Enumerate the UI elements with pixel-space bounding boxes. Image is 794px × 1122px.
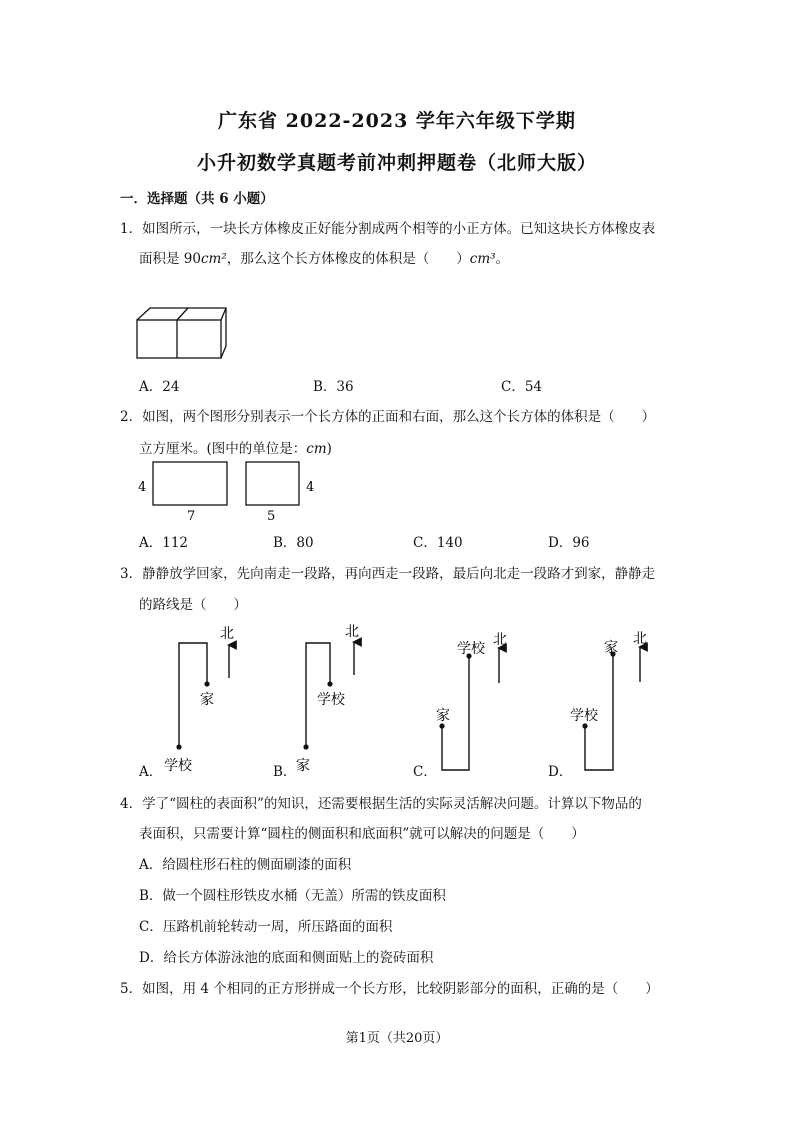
q4-option-b[interactable]: B．做一个圆柱形铁皮水桶（无盖）所需的铁皮面积 <box>139 888 446 904</box>
q5-text-line1: 5．如图，用 4 个相同的正方形拼成一个长方形，比较阴影部分的面积，正确的是（ ） <box>120 981 659 997</box>
q1-option-c[interactable]: C．54 <box>501 379 543 395</box>
home-dot-b <box>303 744 308 749</box>
q3-text-line1: 3．静静放学回家，先向南走一段路，再向西走一段路，最后向北走一段路才到家，静静走 <box>120 566 656 582</box>
school-dot-b <box>327 681 332 686</box>
cuboid-front-face <box>137 320 221 358</box>
north-label-a: 北 <box>220 626 234 642</box>
front-height-label: 4 <box>138 480 147 495</box>
home-label-c: 家 <box>436 708 450 724</box>
home-label-d: 家 <box>604 640 618 656</box>
q3-option-b[interactable]: B． <box>273 764 297 780</box>
q4-text-line1: 4．学了“圆柱的表面积”的知识，还需要根据生活的实际灵活解决问题。计算以下物品的 <box>120 796 642 812</box>
q2-text-line1: 2．如图，两个图形分别表示一个长方体的正面和右面，那么这个长方体的体积是（ ） <box>120 409 656 425</box>
page-footer: 第1页（共20页） <box>345 1031 449 1046</box>
q1-text-line2: 面积是 90cm²，那么这个长方体橡皮的体积是（ ）cm³。 <box>139 251 510 267</box>
q2-faces-figure <box>130 458 330 526</box>
q4-option-c[interactable]: C．压路机前轮转动一周，所压路面的面积 <box>139 919 393 935</box>
right-face-rect <box>246 462 299 505</box>
right-width-label: 5 <box>267 509 276 524</box>
right-height-label: 4 <box>306 480 315 495</box>
q2-option-d[interactable]: D．96 <box>548 535 590 551</box>
cuboid-divider-top <box>177 308 188 320</box>
q2-option-a[interactable]: A．112 <box>139 535 189 551</box>
q2-text-line2: 立方厘米。(图中的单位是：cm) <box>139 441 332 457</box>
north-label-d: 北 <box>633 631 647 647</box>
q4-option-a[interactable]: A．给圆柱形石柱的侧面刷漆的面积 <box>139 857 352 873</box>
q1-text-line1: 1．如图所示，一块长方体橡皮正好能分割成两个相等的小正方体。已知这块长方体橡皮表 <box>120 221 656 237</box>
document-subtitle: 小升初数学真题考前冲刺押题卷（北师大版） <box>196 152 597 174</box>
school-label-a: 学校 <box>164 758 192 774</box>
q1-option-b[interactable]: B．36 <box>313 379 354 395</box>
q3-option-a[interactable]: A． <box>139 764 163 780</box>
q4-text-line2: 表面积，只需要计算“圆柱的侧面积和底面积”就可以解决的问题是（ ） <box>139 826 585 842</box>
home-dot-a <box>204 681 209 686</box>
front-face-rect <box>153 462 227 505</box>
q4-option-d[interactable]: D．给长方体游泳池的底面和侧面贴上的瓷砖面积 <box>139 950 434 966</box>
document-title: 广东省 2022-2023 学年六年级下学期 <box>218 110 576 132</box>
front-width-label: 7 <box>187 509 196 524</box>
school-label-d: 学校 <box>570 708 598 724</box>
q3-text-line2: 的路线是（ ） <box>139 597 247 613</box>
q3-route-figures <box>130 615 670 780</box>
q1-cuboid-figure <box>130 300 230 362</box>
school-dot-d <box>582 723 587 728</box>
school-dot-a <box>176 744 181 749</box>
home-label-a: 家 <box>200 692 214 708</box>
school-label-b: 学校 <box>317 692 345 708</box>
q2-option-b[interactable]: B．80 <box>273 535 314 551</box>
school-label-c: 学校 <box>457 641 485 657</box>
q1-option-a[interactable]: A．24 <box>139 379 180 395</box>
home-dot-c <box>439 723 444 728</box>
home-label-b: 家 <box>296 758 310 774</box>
q3-option-c[interactable]: C． <box>413 764 437 780</box>
q3-option-d[interactable]: D． <box>548 764 573 780</box>
section-header: 一．选择题（共 6 小题） <box>120 191 274 207</box>
q2-option-c[interactable]: C．140 <box>413 535 463 551</box>
north-label-b: 北 <box>345 624 359 640</box>
north-label-c: 北 <box>493 632 507 648</box>
